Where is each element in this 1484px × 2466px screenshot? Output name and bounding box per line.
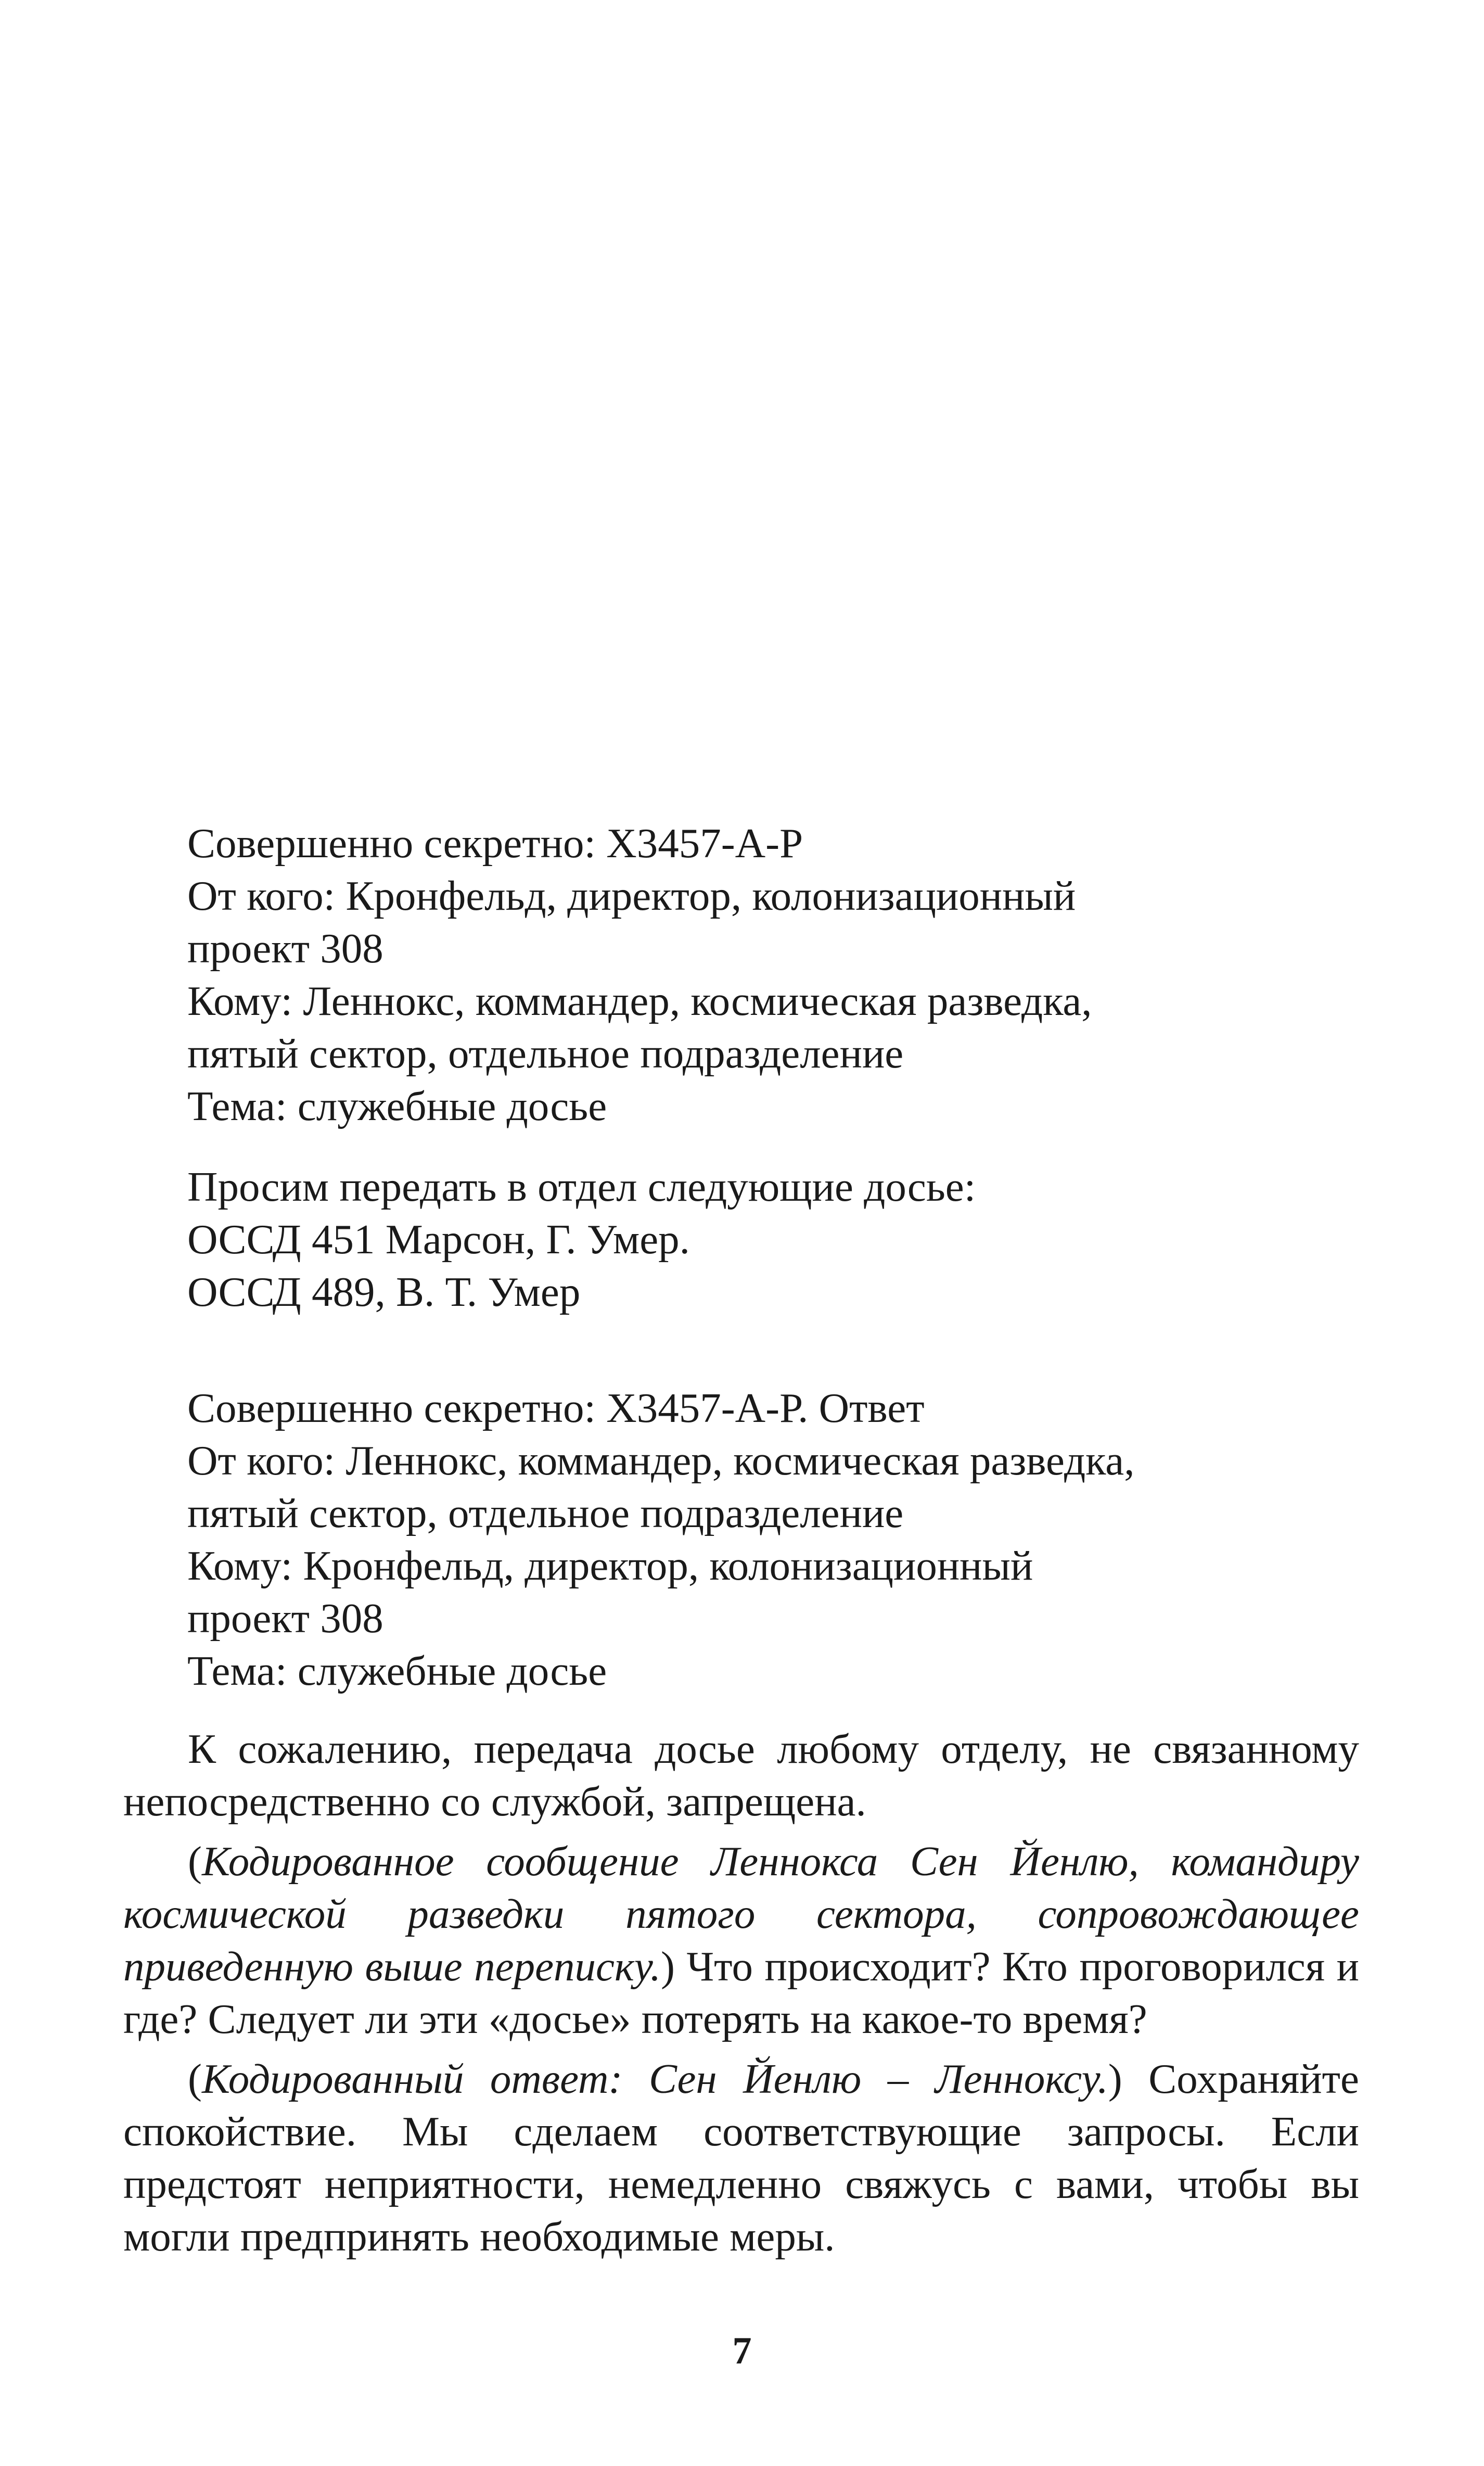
memo-subject: Тема: служебные досье xyxy=(187,1083,607,1129)
memo-classification: Совершенно секретно: Х3457-А-Р xyxy=(187,820,803,867)
paragraph-coded-message xyxy=(123,1835,1359,2045)
paren-open: ( xyxy=(188,2055,202,2102)
memo-body-request: Просим передать в отдел следующие досье: xyxy=(187,1163,976,1210)
memo-from-continued: проект 308 xyxy=(187,925,383,972)
memo-from: От кого: Кронфельд, директор, колонизационный xyxy=(187,872,1076,919)
memo-from-continued: пятый сектор, отдельное подразделение xyxy=(187,1490,904,1536)
paragraph-coded-reply xyxy=(123,2053,1359,2263)
memo-spacer xyxy=(187,1133,1358,1161)
coded-reply-text: ) Сохраняйте спокойствие. Мы сделаем соответствующие запросы. Если предстоят неприятности, немедленно свяжусь с вами, чтобы вы могли предпринять необходимые меры. xyxy=(123,2055,1359,2260)
paragraph-refusal: К сожалению, передача досье любому отделу, не связанному непосредственно со службой, запрещена. xyxy=(123,1725,1359,1825)
coded-reply-note: Кодированный ответ: Сен Йенлю – Ленноксу. xyxy=(201,2055,1108,2102)
coded-message-note: Кодированное сообщение Леннокса Сен Йенлю, командиру космической разведки пятого сектора, сопровождающее приведенную выше переписку. xyxy=(123,1838,1359,1990)
page-number: 7 xyxy=(732,2330,752,2372)
memo-request xyxy=(187,817,1358,1318)
memo-reply xyxy=(187,1382,1358,1697)
memo-to: Кому: Леннокс, коммандер, космическая разведка, xyxy=(187,977,1092,1024)
memo-subject: Тема: служебные досье xyxy=(187,1647,607,1694)
memo-body-dossier-2: ОССД 489, В. Т. Умер xyxy=(187,1268,581,1315)
memo-classification: Совершенно секретно: Х3457-А-Р. Ответ xyxy=(187,1384,925,1431)
coded-message-text: ) Что происходит? Кто проговорился и где? Следует ли эти «досье» потерять на какое-то время? xyxy=(123,1943,1359,2042)
body-text xyxy=(123,1723,1359,2270)
memo-to-continued: пятый сектор, отдельное подразделение xyxy=(187,1030,904,1077)
memo-to-continued: проект 308 xyxy=(187,1595,383,1642)
paren-open: ( xyxy=(188,1838,202,1885)
memo-to: Кому: Кронфельд, директор, колонизационный xyxy=(187,1542,1033,1589)
memo-from: От кого: Леннокс, коммандер, космическая разведка, xyxy=(187,1437,1135,1484)
memo-body-dossier-1: ОССД 451 Марсон, Г. Умер. xyxy=(187,1216,690,1263)
